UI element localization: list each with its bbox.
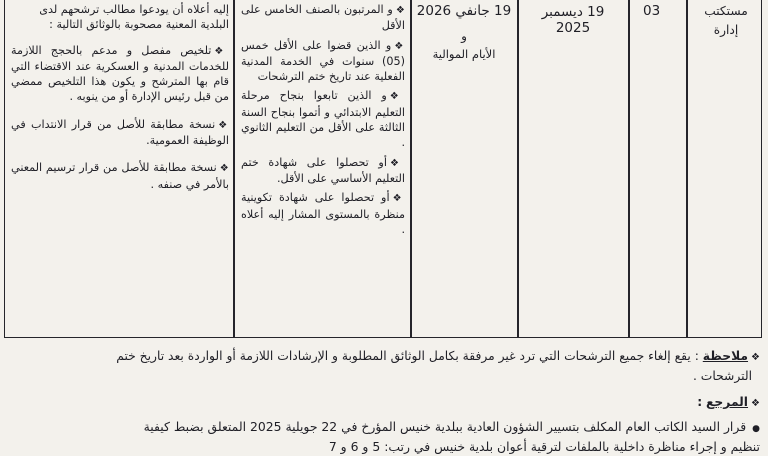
- column-divider: [517, 0, 519, 337]
- condition-item: ❖أو تحصلوا على شهادة تكوينية منظرة بالمستوى المشار إليه أعلاه .: [241, 191, 405, 236]
- documents-cell: [11, 2, 229, 196]
- note-label: ملاحظة: [702, 349, 749, 363]
- end-date: 19 جانفي 2026: [416, 3, 512, 19]
- note-text-2: الترشحات .: [692, 369, 752, 383]
- document-item: ❖تلخيص مفصل و مدعم بالحجج اللازمة للخدمات المدنية و العسكرية عند الاقتضاء التي قام بها المترشح و يكون هذا التلخيص ممضي من قبل رئيس الإدارة أو من ينوبه .: [11, 43, 229, 104]
- condition-item: ❖و المرتبون بالصنف الخامس على الأقل: [241, 3, 406, 33]
- condition-item: ❖أو تحصلوا على شهادة ختم التعليم الأساسي على الأقل.: [241, 155, 406, 185]
- reference-label: المرجع: [706, 395, 749, 409]
- condition-item: ❖و الذين تابعوا بنجاح مرحلة التعليم الابتدائي و أتموا بنجاح السنة الثالثة على الأقل من التعليم الثانوي .: [241, 89, 405, 150]
- recruitment-table: [4, 0, 762, 338]
- reference-text: قرار السيد الكاتب العام المكلف بتسيير الشؤون العادية ببلدية خنيس المؤرخ في 22 جويلية 2025 المتعلق بضبط كيفية: [143, 419, 747, 434]
- reference-text-2: تنظيم و إجراء مناظرة داخلية بالملفات لترقية أعوان بلدية خنيس في رتب: 5 و 6 و 7: [328, 439, 760, 454]
- end-date-connector: و: [461, 29, 467, 43]
- conditions-cell: [241, 2, 405, 241]
- column-divider: [410, 0, 412, 337]
- document-item: ❖نسخة مطابقة للأصل من قرار ترسيم المعني بالأمر في صنفه .: [11, 161, 229, 191]
- column-divider: [686, 0, 688, 337]
- positions-count: 03: [643, 3, 661, 19]
- note-text: : يقع إلغاء جميع الترشحات التي ترد غير مرفقة بكامل الوثائق المطلوبة و الإرشادات اللازمة أو الواردة بعد تاريخ ختم: [116, 349, 699, 363]
- following-days: الأيام الموالية: [432, 47, 496, 61]
- reference-item: ●قرار السيد الكاتب العام المكلف بتسيير الشؤون العادية ببلدية خنيس المؤرخ في 22 جويلية 2025 المتعلق بضبط كيفية تنظيم و إجراء مناظرة داخلية بالملفات لترقية أعوان بلدية خنيس في رتب: 5 و 6 و 7: [8, 418, 760, 456]
- post-cell: [693, 2, 759, 40]
- post-title-2: إدارة: [713, 23, 739, 37]
- post-title: مستكتب: [704, 4, 748, 18]
- document-item: ❖نسخة مطابقة للأصل من قرار الانتداب في الوظيفة العمومية.: [11, 117, 229, 148]
- condition-item: ❖و الذين قضوا على الأقل خمس (05) سنوات في الخدمة المدنية الفعلية عند تاريخ ختم الترشحات: [241, 38, 405, 84]
- reference-suffix: :: [697, 395, 703, 409]
- column-divider: [628, 0, 630, 337]
- documents-intro: إليه أعلاه أن يودعوا مطالب ترشحهم لدى البلدية المعنية مصحوبة بالوثائق التالية :: [39, 3, 229, 32]
- start-date: 19 ديسمبر 2025: [541, 4, 605, 36]
- reference-heading: ❖المرجع :: [697, 395, 760, 409]
- end-date-cell: [415, 3, 513, 61]
- column-divider: [233, 0, 235, 337]
- note-paragraph: ❖ملاحظة : يقع إلغاء جميع الترشحات التي ترد غير مرفقة بكامل الوثائق المطلوبة و الإرشادات اللازمة أو الواردة بعد تاريخ ختم الترشحات .: [8, 347, 760, 385]
